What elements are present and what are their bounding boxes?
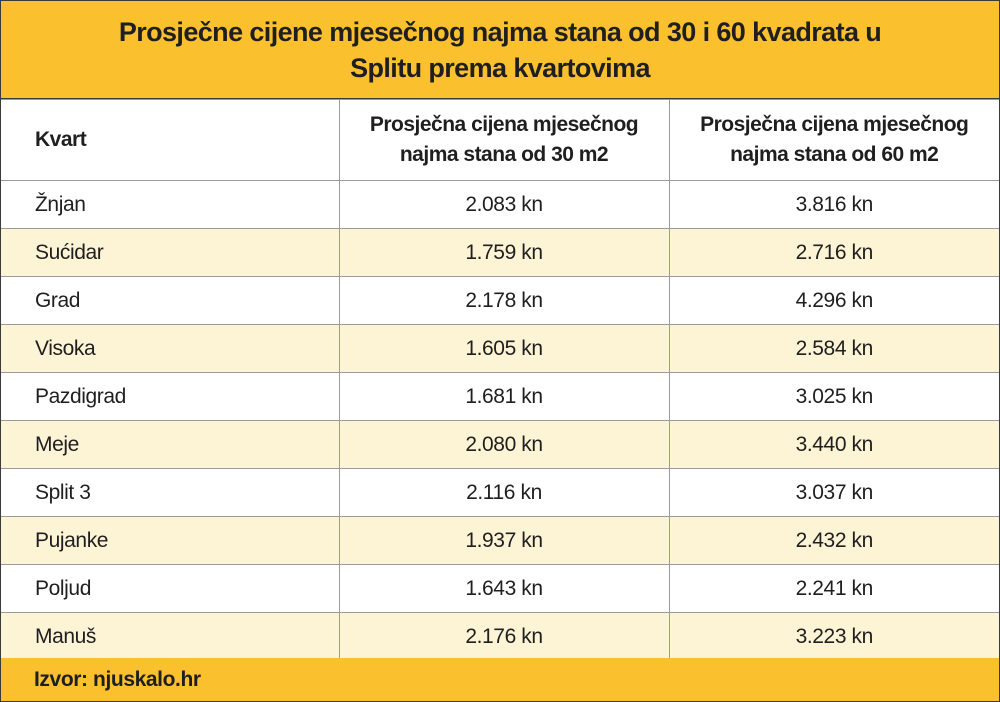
table-row [1,421,999,469]
table-row [1,517,999,565]
cell-kvart: Poljud [1,565,339,613]
cell-price-60: 3.440 kn [669,421,999,469]
cell-price-30: 1.681 kn [339,373,669,421]
table-row [1,613,999,661]
table-title [1,1,999,99]
cell-price-60: 2.716 kn [669,229,999,277]
cell-price-30: 2.176 kn [339,613,669,661]
table-row [1,325,999,373]
cell-price-30: 1.759 kn [339,229,669,277]
cell-price-30: 2.116 kn [339,469,669,517]
cell-price-30: 1.937 kn [339,517,669,565]
cell-price-60: 3.037 kn [669,469,999,517]
table-row [1,565,999,613]
cell-price-60: 4.296 kn [669,277,999,325]
table-row [1,181,999,229]
header-price-60 [669,100,999,181]
title-line-2: Splitu prema kvartovima [350,52,650,83]
table-header-row [1,100,999,181]
table-row [1,277,999,325]
header-price-30-line-2: najma stana od 30 m2 [399,143,609,166]
cell-kvart: Split 3 [1,469,339,517]
cell-price-30: 2.083 kn [339,181,669,229]
cell-price-30: 1.643 kn [339,565,669,613]
header-kvart: Kvart [1,100,339,181]
cell-kvart: Visoka [1,325,339,373]
cell-price-60: 2.432 kn [669,517,999,565]
cell-price-60: 2.241 kn [669,565,999,613]
header-price-60-line-2: najma stana od 60 m2 [730,143,939,166]
cell-price-60: 3.025 kn [669,373,999,421]
header-price-30 [339,100,669,181]
rent-price-table [1,99,999,661]
header-price-60-line-1: Prosječna cijena mjesečnog [700,113,969,136]
cell-price-30: 2.080 kn [339,421,669,469]
table-row [1,469,999,517]
cell-price-60: 3.816 kn [669,181,999,229]
cell-price-30: 1.605 kn [339,325,669,373]
cell-kvart: Pujanke [1,517,339,565]
header-price-30-line-1: Prosječna cijena mjesečnog [369,113,639,136]
cell-price-60: 2.584 kn [669,325,999,373]
source-note: Izvor: njuskalo.hr [1,658,999,701]
cell-kvart: Grad [1,277,339,325]
cell-kvart: Meje [1,421,339,469]
title-line-1: Prosječne cijene mjesečnog najma stana od 30 i 60 kvadrata u [118,16,882,47]
cell-kvart: Pazdigrad [1,373,339,421]
cell-price-30: 2.178 kn [339,277,669,325]
cell-kvart: Manuš [1,613,339,661]
cell-kvart: Žnjan [1,181,339,229]
cell-kvart: Sućidar [1,229,339,277]
cell-price-60: 3.223 kn [669,613,999,661]
table-row [1,229,999,277]
table-row [1,373,999,421]
